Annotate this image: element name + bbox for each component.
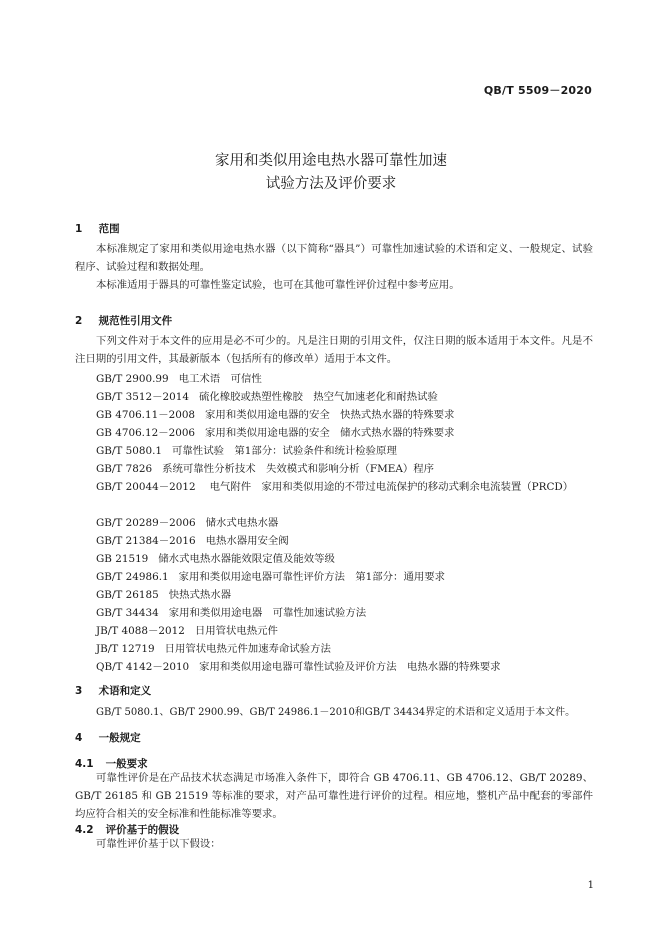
section-title: 范围 xyxy=(98,223,120,235)
subsection-number: 4.1 xyxy=(75,758,94,770)
standard-number: QB/T 5509－2020 xyxy=(483,84,592,97)
section-1-paragraph-1: 本标准规定了家用和类似用途电热水器（以下简称“器具”）可靠性加速试验的术语和定义、一般规定、试验程序、试验过程和数据处理。 xyxy=(75,243,593,273)
reference-item xyxy=(96,640,331,655)
section-number: 2 xyxy=(75,315,83,327)
section-3-paragraph: GB/T 5080.1、GB/T 2900.99、GB/T 24986.1－2010和GB/T 34434界定的术语和定义适用于本文件。 xyxy=(96,707,576,718)
reference-title: 家用和类似用途电器可靠性评价方法 第1部分：通用要求 xyxy=(178,571,446,583)
reference-title: 日用管状电热元件加速寿命试验方法 xyxy=(164,643,331,655)
reference-code: GB/T 20044－2012 xyxy=(96,481,196,493)
reference-title: 家用和类似用途电器可靠性试验及评价方法 电热水器的特殊要求 xyxy=(199,661,501,673)
reference-code: JB/T 12719 xyxy=(96,643,155,655)
reference-code: GB 21519 xyxy=(96,553,149,565)
reference-code: GB/T 7826 xyxy=(96,463,153,475)
reference-title: 储水式电热水器 xyxy=(205,517,279,529)
reference-item xyxy=(96,568,445,583)
reference-code: GB/T 34434 xyxy=(96,607,159,619)
reference-item xyxy=(96,460,434,475)
reference-item xyxy=(96,604,366,619)
reference-code: GB/T 21384－2016 xyxy=(96,535,196,547)
reference-title: 家用和类似用途电器的安全 储水式热水器的特殊要求 xyxy=(205,427,455,439)
reference-title: 快热式热水器 xyxy=(168,589,232,601)
reference-title: 电热水器用安全阀 xyxy=(205,535,289,547)
section-title: 一般规定 xyxy=(98,732,141,744)
subsection-title: 一般要求 xyxy=(105,758,148,770)
section-2-heading xyxy=(75,313,172,328)
subsection-title: 评价基于的假设 xyxy=(105,824,180,836)
reference-code: GB/T 20289－2006 xyxy=(96,517,196,529)
reference-item xyxy=(96,406,454,421)
reference-code: JB/T 4088－2012 xyxy=(96,625,185,637)
reference-code: QB/T 4142－2010 xyxy=(96,661,190,673)
reference-code: GB/T 3512－2014 xyxy=(96,391,189,403)
reference-code: GB/T 26185 xyxy=(96,589,159,601)
subsection-4-1-paragraph: 可靠性评价是在产品技术状态满足市场准入条件下，即符合 GB 4706.11、GB 4706.12、GB/T 20289、GB/T 26185 和 GB 21519 等标准的要求，对产品可靠性进行评价的过程。相应地，整机产品中配套的零部件均应符合相关的安全标准和性能标准等要求。 xyxy=(75,772,593,820)
page-number: 1 xyxy=(587,880,594,891)
reference-item xyxy=(96,532,289,547)
reference-title: 电气附件 家用和类似用途的不带过电流保护的移动式剩余电流装置（PRCD） xyxy=(209,481,574,493)
reference-item xyxy=(96,550,335,565)
reference-code: GB/T 24986.1 xyxy=(96,571,169,583)
section-title: 术语和定义 xyxy=(98,685,152,697)
reference-title: 储水式电热水器能效限定值及能效等级 xyxy=(158,553,335,565)
section-2-intro: 下列文件对于本文件的应用是必不可少的。凡是注日期的引用文件，仅注日期的版本适用于本文件。凡是不注日期的引用文件，其最新版本（包括所有的修改单）适用于本文件。 xyxy=(75,335,593,365)
reference-item xyxy=(96,424,454,439)
section-3-heading xyxy=(75,683,151,698)
reference-title: 硫化橡胶或热塑性橡胶 热空气加速老化和耐热试验 xyxy=(198,391,438,403)
reference-item xyxy=(96,388,438,403)
reference-title: 家用和类似用途电器 可靠性加速试验方法 xyxy=(168,607,367,619)
section-title: 规范性引用文件 xyxy=(98,315,173,327)
reference-title: 电工术语 可信性 xyxy=(178,373,262,385)
reference-item xyxy=(96,442,397,457)
reference-item xyxy=(75,478,593,496)
reference-item xyxy=(96,514,278,529)
reference-title: 家用和类似用途电器的安全 快热式热水器的特殊要求 xyxy=(205,409,455,421)
section-1-heading xyxy=(75,221,120,236)
section-number: 1 xyxy=(75,223,83,235)
section-number: 3 xyxy=(75,685,83,697)
section-4-heading xyxy=(75,730,141,745)
subsection-4-2-paragraph: 可靠性评价基于以下假设： xyxy=(96,838,221,850)
subsection-number: 4.2 xyxy=(75,824,94,836)
reference-title: 可靠性试验 第1部分：试验条件和统计检验原理 xyxy=(172,445,397,457)
reference-item xyxy=(96,370,262,385)
reference-code: GB 4706.11－2008 xyxy=(96,409,196,421)
reference-code: GB/T 2900.99 xyxy=(96,373,169,385)
reference-code: GB/T 5080.1 xyxy=(96,445,163,457)
document-title-line1: 家用和类似用途电热水器可靠性加速 xyxy=(215,153,447,169)
document-title-line2: 试验方法及评价要求 xyxy=(265,176,397,192)
reference-item xyxy=(96,586,231,601)
reference-title: 系统可靠性分析技术 失效模式和影响分析（FMEA）程序 xyxy=(162,463,435,475)
reference-code: GB 4706.12－2006 xyxy=(96,427,196,439)
reference-title: 日用管状电热元件 xyxy=(194,625,278,637)
reference-item xyxy=(96,622,278,637)
section-number: 4 xyxy=(75,732,83,744)
reference-item xyxy=(96,658,501,673)
section-1-paragraph-2: 本标准适用于器具的可靠性鉴定试验，也可在其他可靠性评价过程中参考应用。 xyxy=(96,279,460,291)
